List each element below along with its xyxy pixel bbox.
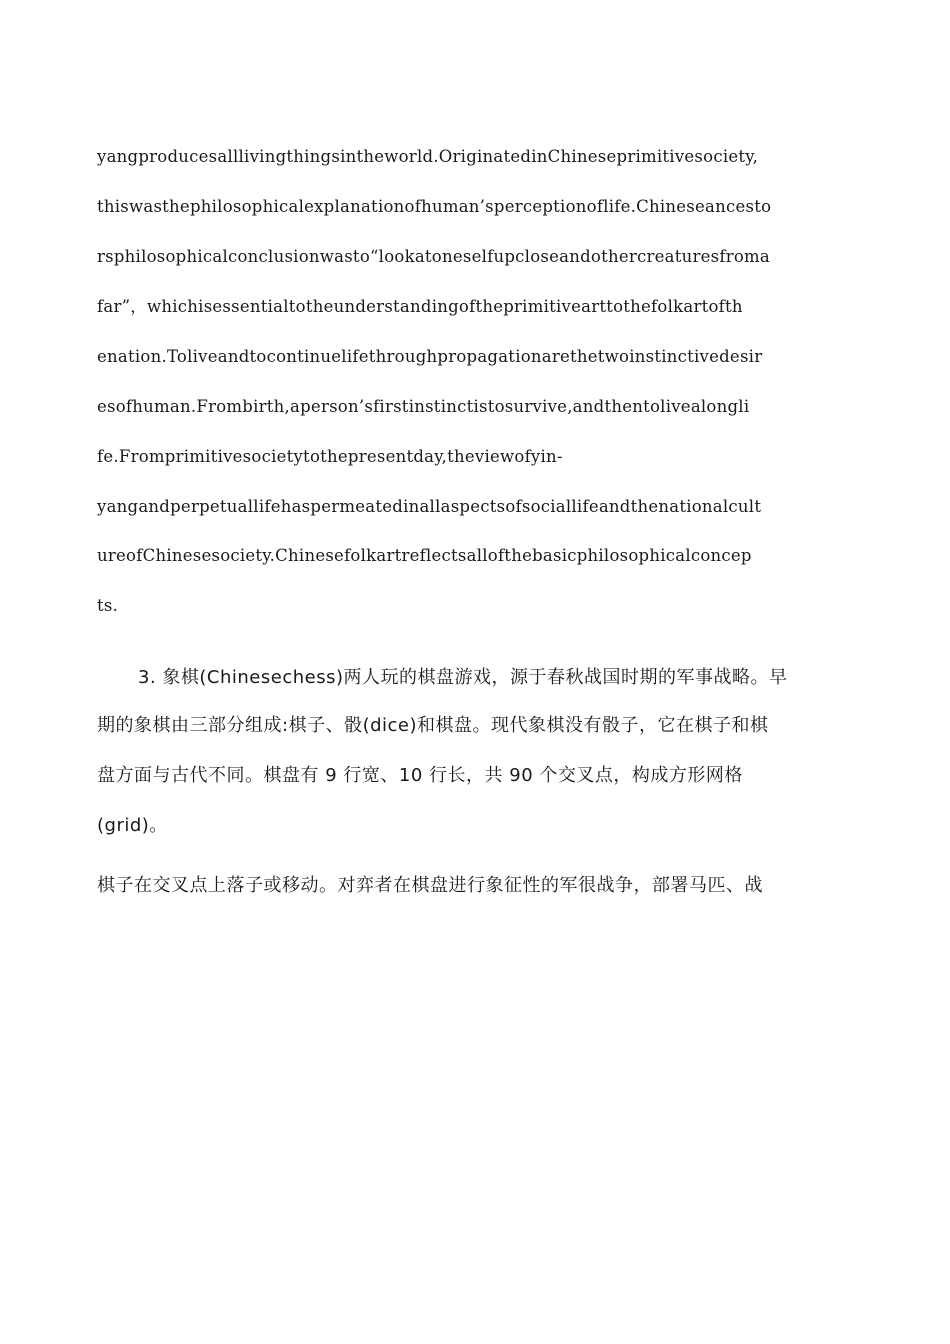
- text-line: thiswasthephilosophicalexplanationofhuman’sperceptionoflife.Chineseancesto: [97, 197, 772, 216]
- text-line: 3. 象棋(Chinesechess)两人玩的棋盘游戏，源于春秋战国时期的军事战略。早: [138, 667, 788, 688]
- text-line: 期的象棋由三部分组成:棋子、骰(dice)和棋盘。现代象棋没有骰子，它在棋子和棋: [97, 715, 769, 736]
- text-line: esofhuman.Frombirth,aperson’sfirstinstinctistosurvive,andthentolivealongli: [97, 397, 750, 416]
- text-line: ureofChinesesociety.Chinesefolkartreflectsallofthebasicphilosophicalconcep: [97, 546, 752, 565]
- text-line: 棋子在交叉点上落子或移动。对弈者在棋盘进行象征性的军很战争，部署马匹、战: [97, 875, 763, 896]
- text-line: far”，whichisessentialtotheunderstandingoftheprimitivearttothefolkartofth: [97, 297, 743, 316]
- text-line: (grid)。: [97, 815, 168, 836]
- text-line: yangproducesalllivingthingsintheworld.OriginatedinChineseprimitivesociety,: [97, 147, 759, 166]
- text-line: fe.Fromprimitivesocietytothepresentday,theviewofyin-: [97, 447, 563, 466]
- text-line: ts.: [97, 596, 119, 615]
- text-line: 盘方面与古代不同。棋盘有 9 行宽、10 行长，共 90 个交叉点，构成方形网格: [97, 765, 743, 786]
- text-line: enation.Toliveandtocontinuelifethroughpropagationarethetwoinstinctivedesir: [97, 347, 763, 366]
- text-line: yangandperpetuallifehaspermeatedinallaspectsofsociallifeandthenationalcult: [97, 497, 762, 516]
- text-line: rsphilosophicalconclusionwasto“lookatoneselfupcloseandothercreaturesfroma: [97, 247, 770, 266]
